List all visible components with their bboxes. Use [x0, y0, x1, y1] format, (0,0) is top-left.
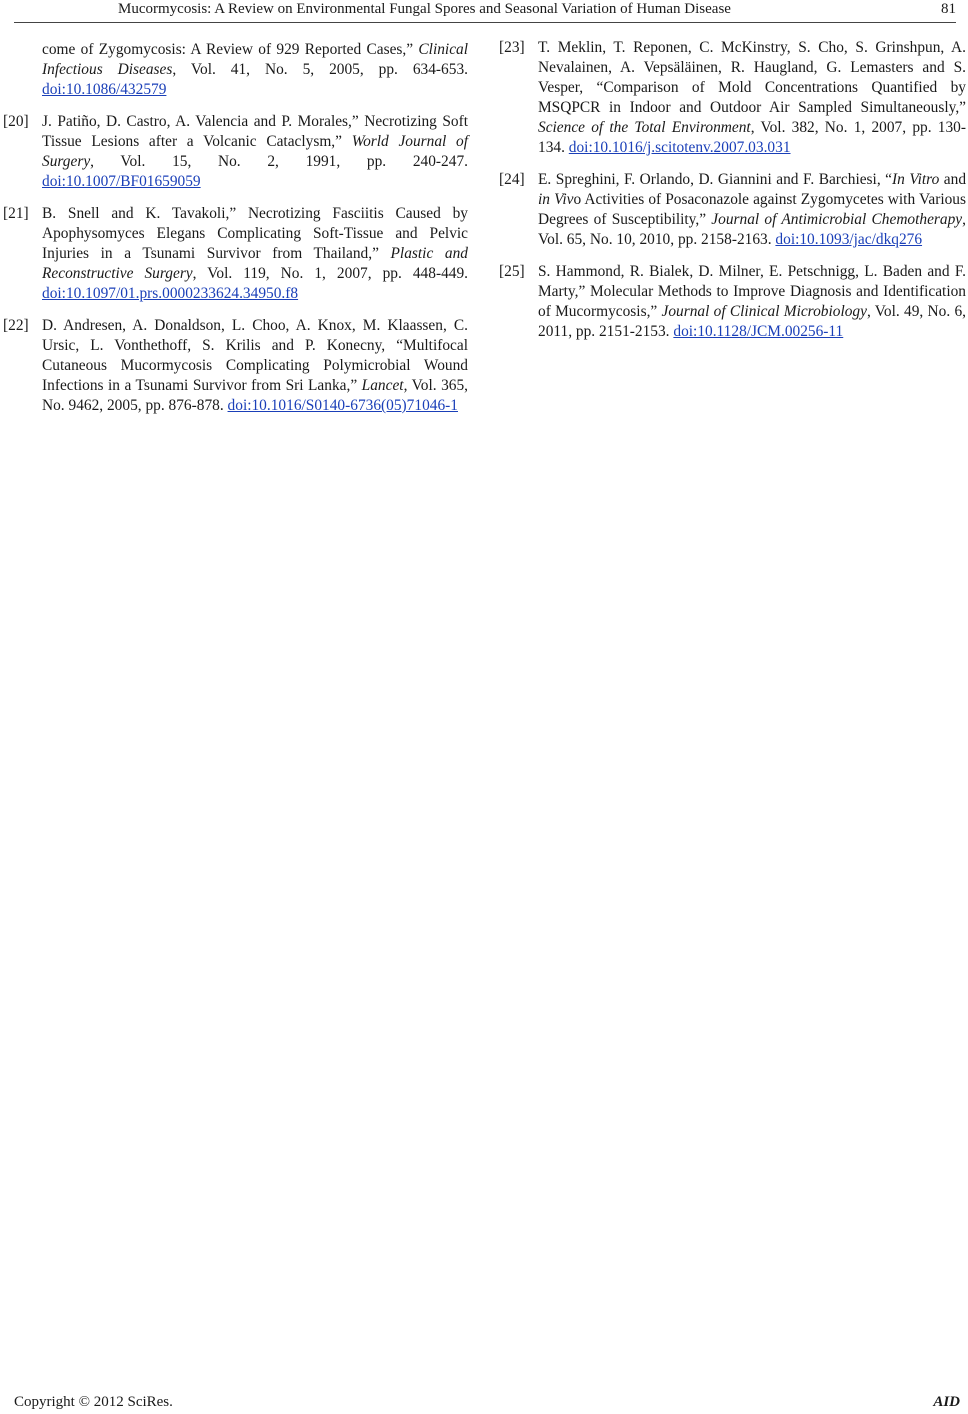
page-number: 81: [941, 1, 956, 17]
reference-text: [42, 40, 468, 100]
reference-text: [538, 170, 966, 250]
reference-authors-title: J. Patiño, D. Castro, A. Valencia and P. Morales,” Necrotizing Soft Tissue Lesions after a Volcanic Cataclysm,”: [42, 113, 468, 150]
reference-title-part: and: [939, 171, 967, 188]
reference-journal: Plastic and Reconstructive Surgery: [42, 245, 468, 282]
reference-number: [25]: [499, 263, 525, 280]
doi-link[interactable]: doi:10.1097/01.prs.0000233624.34950.f8: [42, 285, 299, 302]
reference-number: [22]: [3, 317, 29, 334]
reference-number: [20]: [3, 113, 29, 130]
reference-item-23: [500, 38, 966, 158]
reference-authors-title: S. Hammond, R. Bialek, D. Milner, E. Petschnigg, L. Baden and F. Marty,” Molecular Methods to Improve Diagnosis and Identification of Mucormycosis,”: [538, 263, 966, 320]
reference-title-part: o Activities of Posaconazole against Zygomycetes with Various Degrees of Susceptibility,”: [538, 191, 966, 228]
reference-details: , Vol. 15, No. 2, 1991, pp. 240-247.: [90, 153, 468, 170]
reference-journal: Journal of Clinical Microbiology: [661, 303, 867, 320]
reference-details: , Vol. 382, No. 1, 2007, pp. 130-134.: [538, 119, 966, 156]
reference-journal: Journal of Antimicrobial Chemotherapy: [711, 211, 963, 228]
reference-authors: E. Spreghini, F. Orlando, D. Giannini and F. Barchiesi, “: [538, 171, 893, 188]
doi-link[interactable]: doi:10.1007/BF01659059: [42, 173, 201, 190]
reference-details: , Vol. 49, No. 6, 2011, pp. 2151-2153.: [538, 303, 966, 340]
doi-link[interactable]: doi:10.1086/432579: [42, 81, 167, 98]
doi-link[interactable]: doi:10.1093/jac/dkq276: [775, 231, 923, 248]
reference-authors-title: D. Andresen, A. Donaldson, L. Choo, A. Knox, M. Klaassen, C. Ursic, L. Vonthethoff, S. Krilis and P. Konecny, “Multifocal Cutaneous Mucormycosis Complicating Polymicrobial Wound Infections in a Tsunami Survivor from Sri Lanka,”: [42, 317, 468, 394]
reference-text: [42, 112, 468, 192]
reference-text: [538, 262, 966, 342]
reference-journal: Science of the Total Environment: [538, 119, 751, 136]
reference-authors-title: T. Meklin, T. Reponen, C. McKinstry, S. Cho, S. Grinshpun, A. Nevalainen, A. Vepsäläinen, R. Haugland, G. Lemasters and S. Vesper, “Comparison of Mold Concentrations Quantified by MSQPCR in Indoor and Outdoor Air Sampled Simultaneously,”: [538, 39, 966, 116]
journal-abbreviation: AID: [933, 1394, 960, 1410]
reference-item-22: [4, 316, 468, 416]
reference-text: [42, 204, 468, 304]
reference-continuation: [4, 40, 468, 100]
page-header: [0, 0, 968, 24]
reference-text: [42, 316, 468, 416]
reference-journal: World Journal of Surgery: [42, 133, 469, 170]
reference-details: , Vol. 365, No. 9462, 2005, pp. 876-878.: [42, 377, 468, 414]
copyright-notice: Copyright © 2012 SciRes.: [14, 1394, 173, 1410]
reference-details: , Vol. 65, No. 10, 2010, pp. 2158-2163.: [538, 211, 966, 248]
reference-authors-title: come of Zygomycosis: A Review of 929 Reported Cases,”: [42, 41, 414, 58]
reference-item-20: [4, 112, 468, 192]
left-column: [4, 40, 468, 428]
page-footer: [0, 1394, 968, 1414]
reference-title-italic: in Viv: [538, 191, 574, 208]
reference-journal: Lancet: [361, 377, 404, 394]
right-column: [500, 38, 966, 354]
doi-link[interactable]: doi:10.1128/JCM.00256-11: [673, 323, 844, 340]
reference-number: [24]: [499, 171, 525, 188]
doi-link[interactable]: doi:10.1016/j.scitotenv.2007.03.031: [568, 139, 791, 156]
reference-number: [21]: [3, 205, 29, 222]
reference-item-25: [500, 262, 966, 342]
reference-item-24: [500, 170, 966, 250]
reference-title-italic: In Vitro: [892, 171, 940, 188]
header-rule: [14, 22, 956, 23]
doi-link[interactable]: doi:10.1016/S0140-6736(05)71046-1: [227, 397, 458, 414]
running-title: Mucormycosis: A Review on Environmental Fungal Spores and Seasonal Variation of Human Disease: [118, 1, 731, 17]
reference-text: [538, 38, 966, 158]
reference-details: , Vol. 41, No. 5, 2005, pp. 634-653.: [172, 61, 468, 78]
reference-number: [23]: [499, 39, 525, 56]
reference-details: , Vol. 119, No. 1, 2007, pp. 448-449.: [192, 265, 469, 282]
reference-item-21: [4, 204, 468, 304]
reference-journal: Clinical Infectious Diseases: [42, 41, 468, 78]
reference-authors-title: B. Snell and K. Tavakoli,” Necrotizing Fasciitis Caused by Apophysomyces Elegans Complicating Soft-Tissue and Pelvic Injuries in a Tsunami Survivor from Thailand,”: [42, 205, 468, 262]
